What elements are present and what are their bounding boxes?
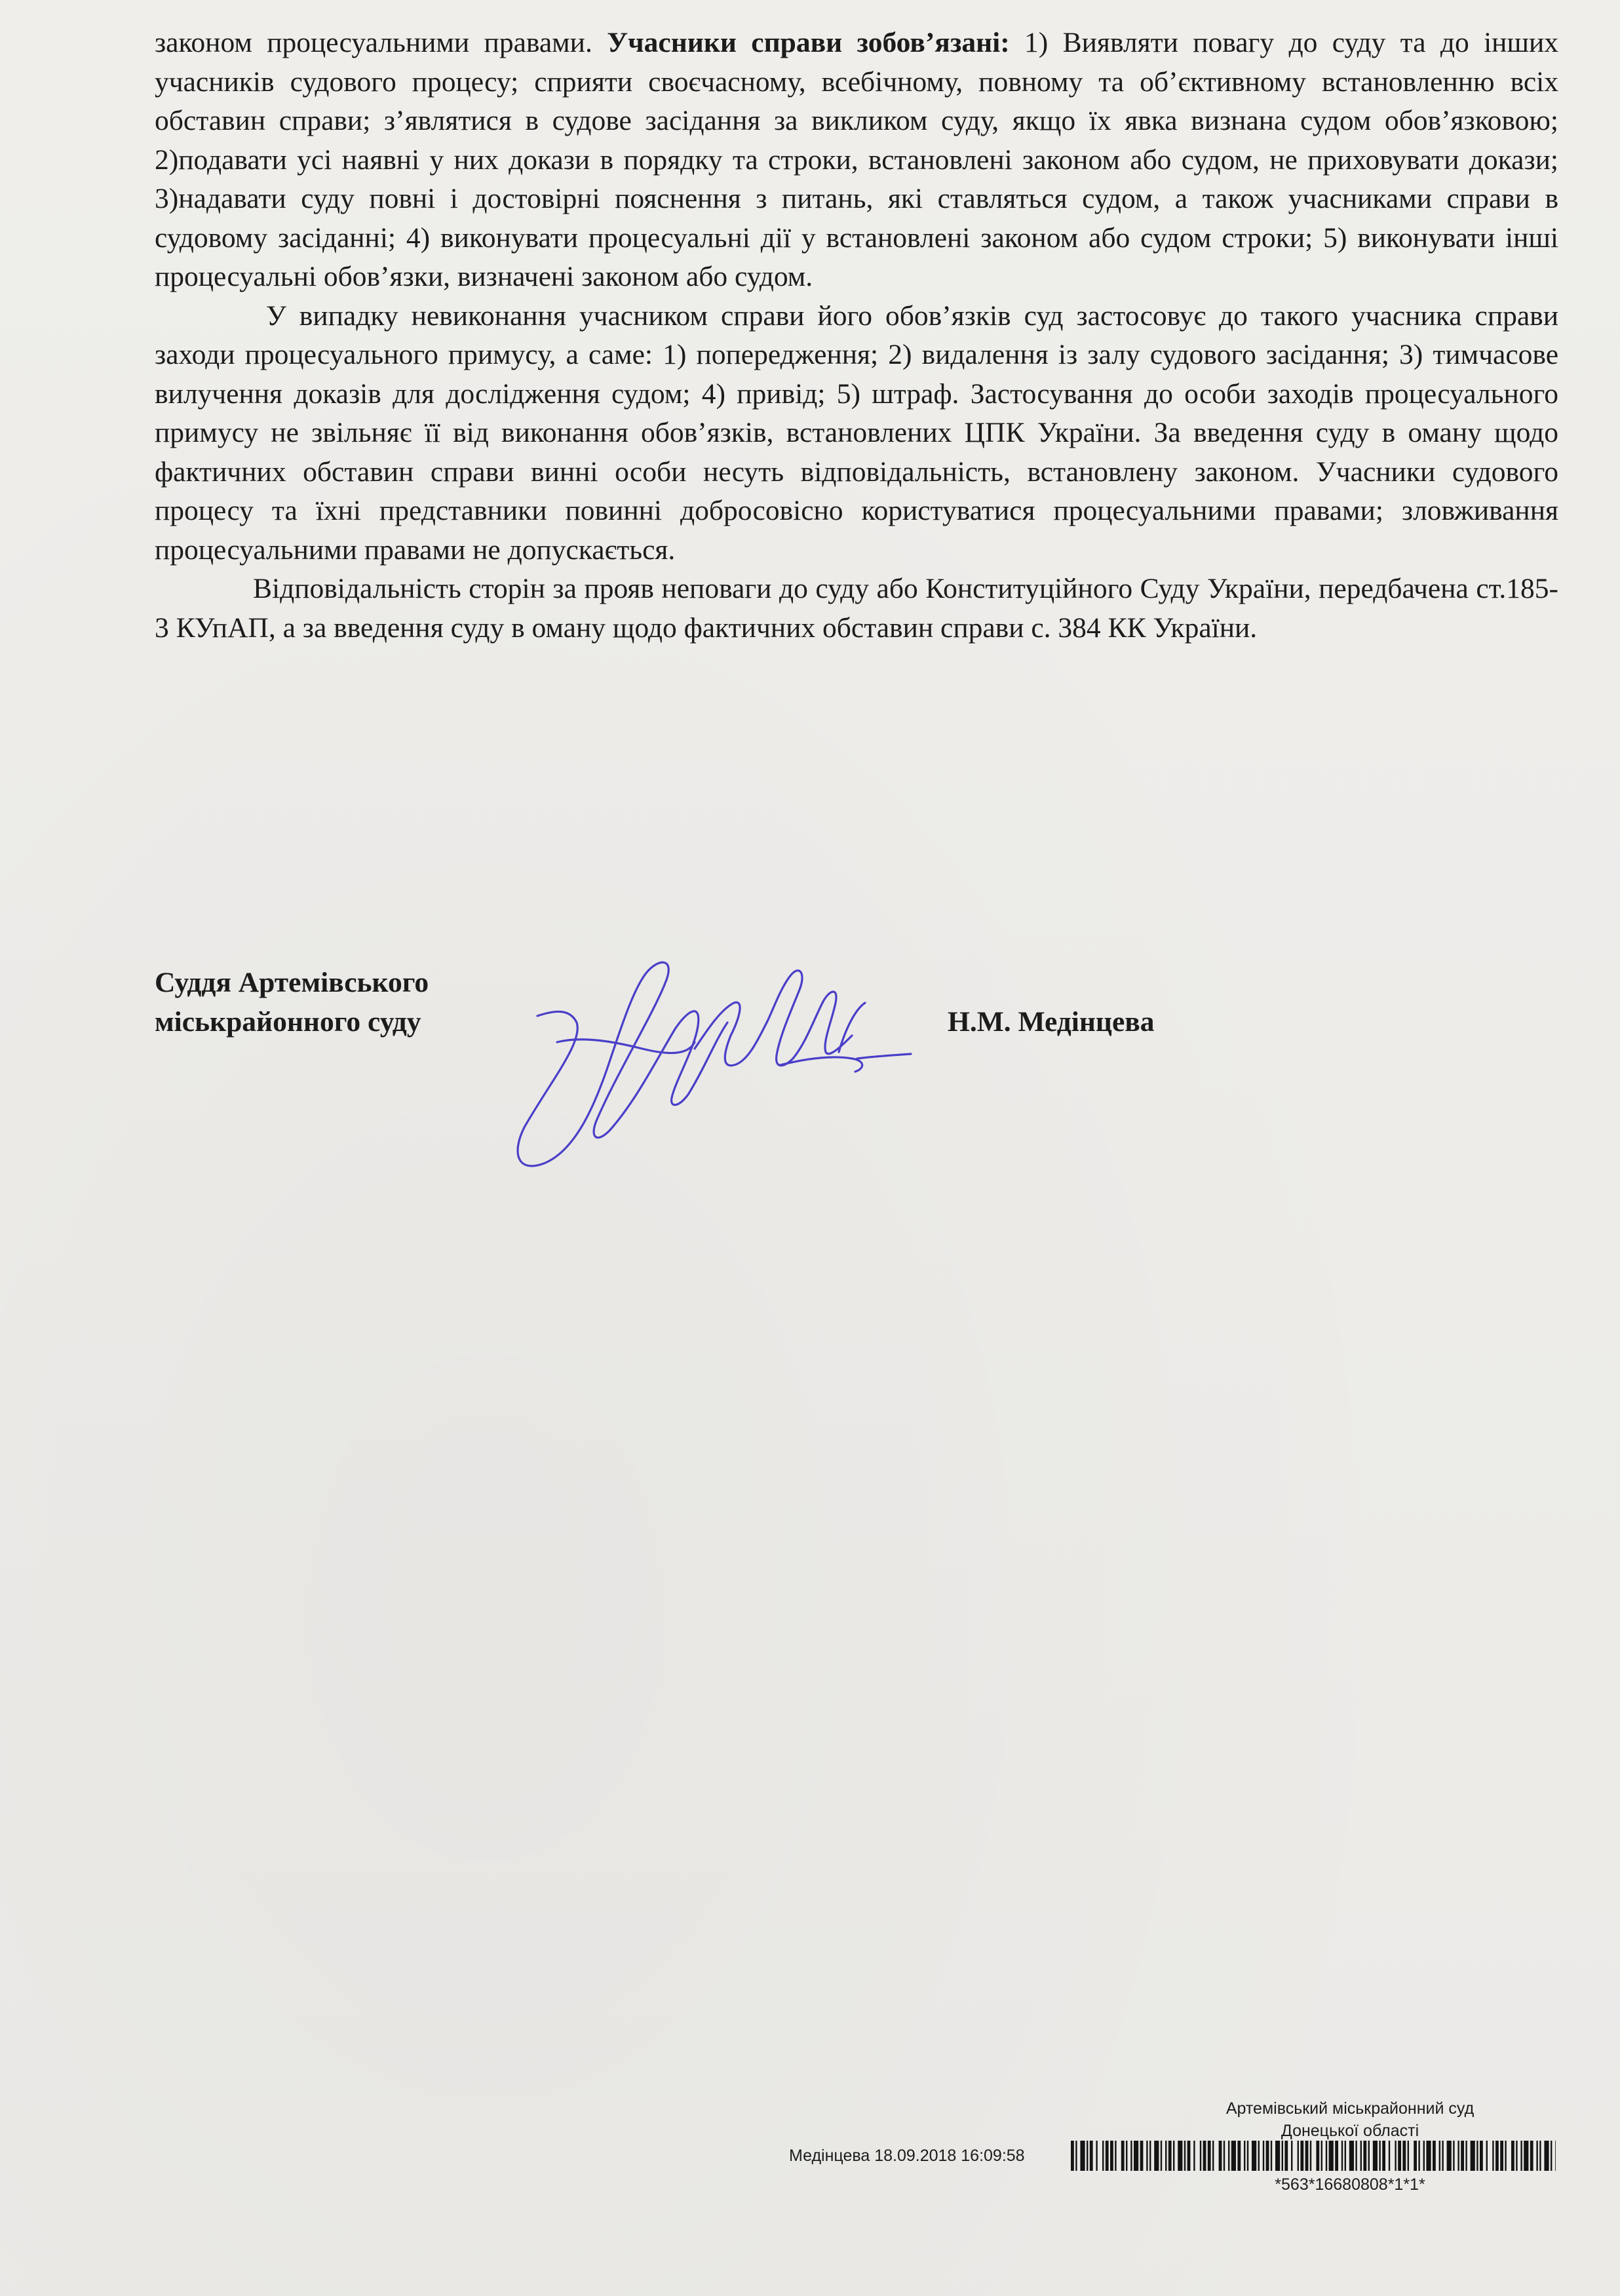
paragraph-obligations-text: 1) Виявляти повагу до суду та до інших учасників судового процесу; сприяти своєчасному, всебічному, повному та об’єктивному встановленню всіх обставин справи; з’являтися в судове засідання за викликом суду, якщо їх явка визнана судом обов’язковою; 2)подавати усі наявні у них докази в порядку та строки, встановлені законом або судом, не приховувати докази; 3)надавати суду повні і достовірні пояснення з питань, які ставляться судом, а також учасниками справи в судовому засіданні; 4) виконувати процесуальні дії у встановлені законом або судом строки; 5) виконувати інші процесуальні обов’язки, визначені законом або судом. <box>155 27 1558 292</box>
judge-title-line-1: Суддя Артемівського <box>155 967 429 998</box>
judge-title-line-2: міськрайонного суду <box>155 1005 421 1038</box>
paragraph-obligations-heading: Учасники справи зобов’язані: <box>607 27 1010 58</box>
judge-name: Н.М. Медінцева <box>948 1006 1155 1038</box>
paragraph-coercion: У випадку невиконання учасником справи його обов’язків суд застосовує до такого учасника справи заходи процесуального примусу, а саме: 1) попередження; 2) видалення із залу судового засідання; 3) тимчасове вилучення доказів для дослідження судом; 4) привід; 5) штраф. Застосування до особи заходів процесуального примусу не звільняє її від виконання обов’язків, встановлених ЦПК України. За введення суду в оману щодо фактичних обставин справи винні особи несуть відповідальність, встановлену законом. Учасники судового процесу та їхні представники повинні добросовісно користуватися процесуальними правами; зловживання процесуальними правами не допускається. <box>155 300 1558 566</box>
court-stamp <box>1153 2097 1547 2142</box>
paragraph-obligations <box>155 24 1558 297</box>
signed-by-timestamp: Медінцева 18.09.2018 16:09:58 <box>789 2147 1025 2165</box>
paragraph-liability: Відповідальність сторін за прояв неповаги до суду або Конституційного Суду України, передбачена ст.185-3 КУпАП, а за введення суду в оману щодо фактичних обставин справи с. 384 КК України. <box>155 573 1558 644</box>
court-name-line-1: Артемівський міськрайонний суд <box>1225 2099 1475 2118</box>
court-name-line-2: Донецької області <box>1281 2122 1419 2140</box>
document-body <box>155 24 1558 648</box>
barcode-code: *563*16680808*1*1* <box>1275 2175 1425 2194</box>
paragraph-obligations-start: законом процесуальними правами. <box>155 27 608 58</box>
judge-title <box>155 963 429 1041</box>
barcode <box>1071 2141 1556 2171</box>
handwritten-signature <box>498 911 917 1186</box>
